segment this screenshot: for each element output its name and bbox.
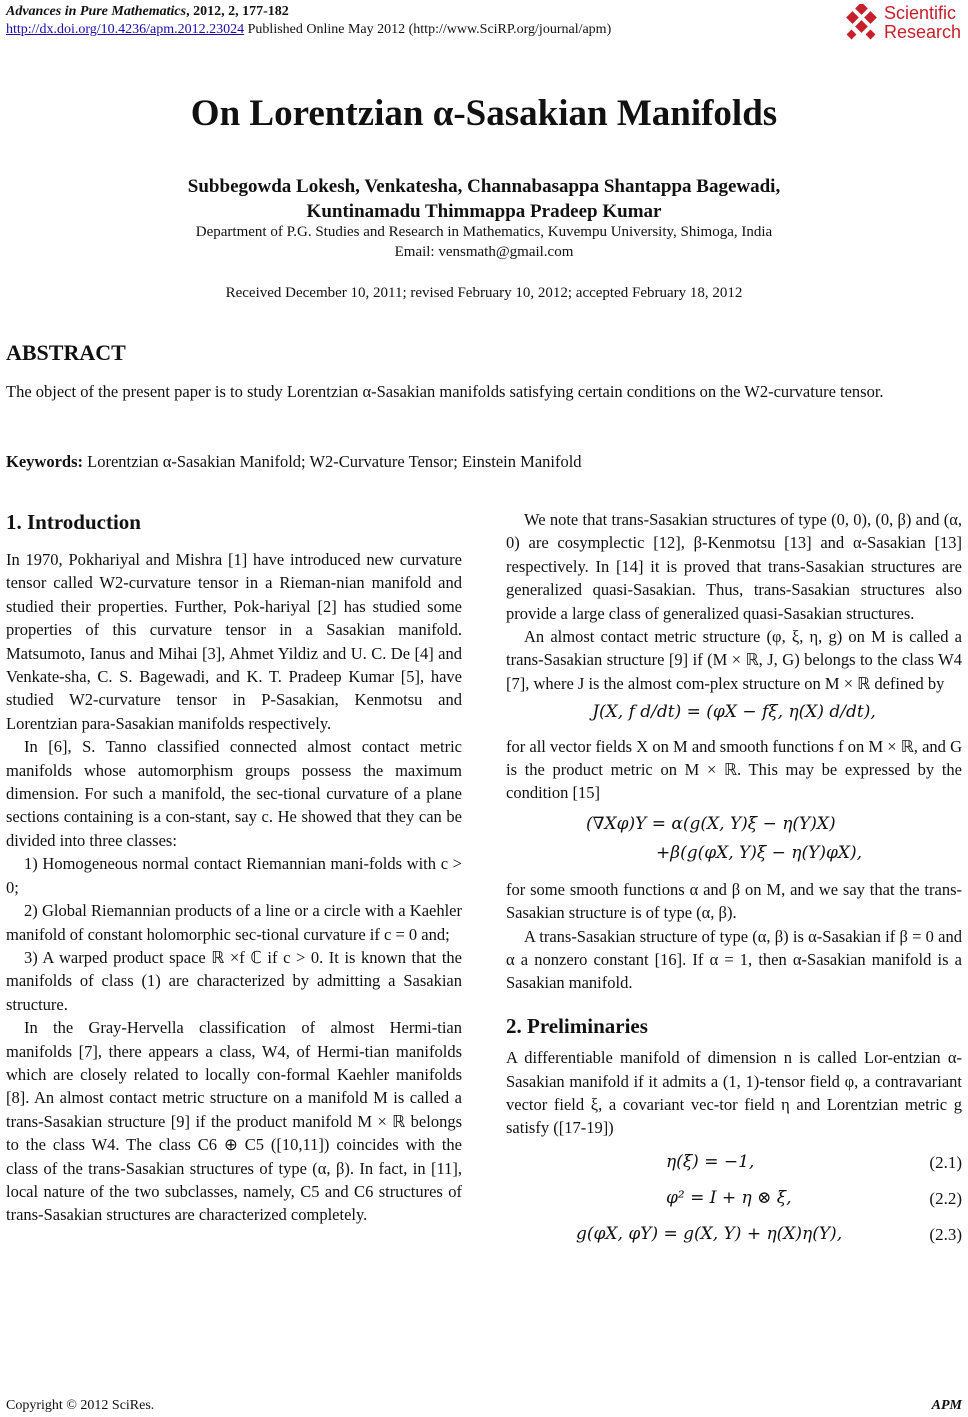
keywords-label: Keywords:	[6, 452, 83, 471]
intro-paragraph: 1) Homogeneous normal contact Riemannian mani-folds with c > 0;	[6, 854, 462, 897]
doi-link[interactable]: http://dx.doi.org/10.4236/apm.2012.23024	[6, 22, 245, 37]
intro-paragraph: 3) A warped product space ℝ ×f ℂ if c > 0. It is known that the manifolds of class (1) are characterized by admitting a Sasakian structure.	[6, 947, 462, 1014]
footer-journal-abbr: APM	[931, 1398, 962, 1413]
journal-name: Advances in Pure Mathematics	[6, 4, 187, 19]
doi-line	[6, 22, 611, 38]
intro-paragraph: In [6], S. Tanno classified connected almost contact metric manifolds whose automorphism groups possess the maximum dimension. For such a manifold, the sec-tional curvature of a plane sections containing is a con-stant, say c. He showed that they can be divided into three classes:	[6, 737, 462, 850]
equation-expr: φ² = I + η ⊗ ξ,	[666, 1187, 792, 1208]
affiliation: Department of P.G. Studies and Research in Mathematics, Kuvempu University, Shimoga, India	[195, 224, 773, 240]
journal-volume: , 2012, 2, 177-182	[186, 4, 289, 19]
right-column	[506, 508, 962, 1250]
keywords	[6, 452, 582, 472]
published-info: Published Online May 2012 (http://www.SciRP.org/journal/apm)	[244, 22, 612, 37]
abstract-text: The object of the present paper is to study Lorentzian α-Sasakian manifolds satisfying certain conditions on the W2-curvature tensor.	[6, 382, 884, 401]
journal-header	[6, 4, 289, 20]
equation-expr: g(φX, φY) = g(X, Y) + η(X)η(Y),	[576, 1223, 843, 1244]
email: Email: vensmath@gmail.com	[394, 244, 574, 260]
section-1-heading: 1. Introduction	[6, 510, 141, 534]
equation-number: (2.3)	[929, 1224, 962, 1244]
abstract-heading: ABSTRACT	[6, 340, 126, 365]
body-paragraph: A trans-Sasakian structure of type (α, β) is α-Sasakian if β = 0 and α a nonzero constant [16]. If α = 1, then α-Sasakian manifold is a Sasakian manifold.	[506, 926, 962, 993]
authors-line1: Subbegowda Lokesh, Venkatesha, Channabasappa Shantappa Bagewadi,	[187, 176, 781, 197]
section-2-heading: 2. Preliminaries	[506, 1013, 648, 1038]
intro-paragraph: In the Gray-Hervella classification of almost Hermi-tian manifolds [7], there appears a class, W4, of Hermi-tian manifolds which are closely related to locally con-formal Kaehler manifolds [8]. An almost contact metric structure on a manifold M is called a trans-Sasakian structure [9] if the product manifold M × ℝ belongs to the class W4. The class C6 ⊕ C5 ([10,11]) coincides with the class of the trans-Sasakian structures of type (α, β). In fact, in [11], local nature of the two subclasses, namely, C5 and C6 structures of trans-Sasakian structures are characterized completely.	[6, 1018, 462, 1225]
logo-mark-icon	[846, 4, 880, 42]
body-paragraph: A differentiable manifold of dimension n is called Lor-entzian α-Sasakian manifold if it admits a (1, 1)-tensor field φ, a contravariant vector field ξ, a covariant vec-tor field η and Lorentzian metric g satisfy ([17-19])	[506, 1048, 962, 1138]
intro-paragraph: In 1970, Pokhariyal and Mishra [1] have introduced new curvature tensor called W2-curvature tensor in a Rieman-nian manifold and studied their properties. Further, Pok-hariyal [2] has studied some properties of this curvature tensor in a Sasakian manifold. Matsumoto, Ianus and Mihai [3], Ahmet Yildiz and U. C. De [4] and Venkate-sha, C. S. Bagewadi, and K. T. Pradeep Kumar [5], have studied W2-curvature tensor in P-Sasakian, Kenmotsu and Lorentzian para-Sasakian manifolds respectively.	[6, 550, 462, 733]
footer-copyright: Copyright © 2012 SciRes.	[6, 1398, 155, 1413]
logo-line1: Scientific	[884, 3, 957, 23]
formula-nabla-line1: (∇Xφ)Y = α(g(X, Y)ξ − η(Y)X)	[586, 813, 836, 834]
formula-nabla-line2: +β(g(φX, Y)ξ − η(Y)φX),	[656, 843, 863, 864]
keywords-text: Lorentzian α-Sasakian Manifold; W2-Curvature Tensor; Einstein Manifold	[83, 452, 582, 471]
logo-line2: Research	[884, 22, 962, 42]
formula-J: J(X, f d/dt) = (φX − fξ, η(X) d/dt),	[592, 702, 876, 723]
paper-title: On Lorentzian α-Sasakian Manifolds	[190, 93, 778, 134]
authors-line2: Kuntinamadu Thimmappa Pradeep Kumar	[306, 201, 662, 222]
body-paragraph: for all vector fields X on M and smooth functions f on M × ℝ, and G is the product metric on M × ℝ. This may be expressed by the condition [15]	[506, 736, 962, 803]
affiliation-block	[0, 222, 968, 262]
equation-expr: η(ξ) = −1,	[666, 1151, 755, 1172]
body-paragraph: An almost contact metric structure (φ, ξ, η, g) on M is called a trans-Sasakian structure [9] if (M × ℝ, J, G) belongs to the class W4 [7], where J is the almost com-plex structure on M × ℝ defined by	[506, 627, 962, 693]
body-paragraph: We note that trans-Sasakian structures of type (0, 0), (0, β) and (α, 0) are cosymplectic [12], β-Kenmotsu [13] and α-Sasakian [13] respectively. In [14] it is proved that trans-Sasakian structures are generalized quasi-Sasakian. Thus, trans-Sasakian structures also provide a large class of generalized quasi-Sasakian structures.	[506, 510, 962, 623]
equation-row	[506, 1148, 962, 1178]
body-paragraph: for some smooth functions α and β on M, and we say that the trans-Sasakian structure is of type (α, β).	[506, 879, 962, 923]
intro-paragraph: 2) Global Riemannian products of a line or a circle with a Kaehler manifold of constant holomorphic sec-tional curvature if c = 0 and;	[6, 901, 462, 944]
equation-number: (2.1)	[929, 1152, 962, 1172]
logo-text	[884, 4, 961, 42]
received-dates: Received December 10, 2011; revised February 10, 2012; accepted February 18, 2012	[225, 285, 743, 301]
left-column	[6, 548, 462, 1227]
authors	[0, 174, 968, 224]
equation-row	[506, 1220, 962, 1250]
equation-number: (2.2)	[929, 1188, 962, 1208]
equation-row	[506, 1184, 962, 1214]
publisher-logo	[846, 4, 964, 44]
